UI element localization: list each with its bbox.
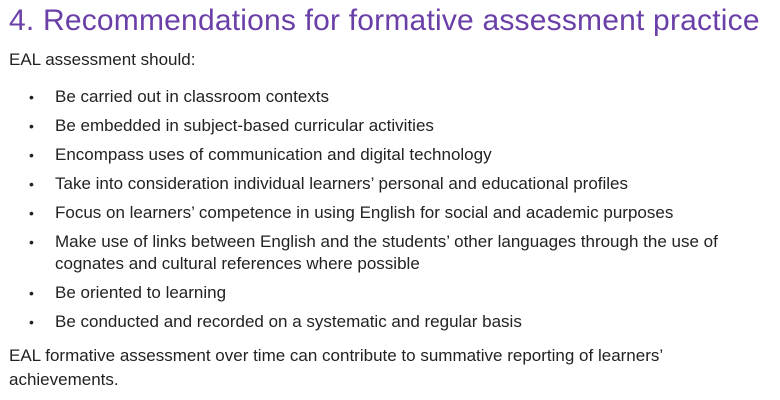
list-item bbox=[9, 282, 768, 304]
bullet-icon: • bbox=[29, 285, 34, 301]
list-item bbox=[9, 231, 768, 275]
list-item bbox=[9, 115, 768, 137]
list-item bbox=[9, 202, 768, 224]
bullet-icon: • bbox=[29, 234, 34, 250]
list-item bbox=[9, 173, 768, 195]
bullet-text: Focus on learners’ competence in using English for social and academic purposes bbox=[55, 203, 674, 222]
intro-text: EAL assessment should: bbox=[9, 50, 196, 69]
slide-title: 4. Recommendations for formative assessment practice bbox=[9, 4, 760, 37]
bullet-text: Be oriented to learning bbox=[55, 283, 227, 302]
list-item bbox=[9, 311, 768, 333]
bullet-text: Take into consideration individual learners’ personal and educational profiles bbox=[55, 174, 629, 193]
closing-text: EAL formative assessment over time can contribute to summative reporting of learners’ achievements. bbox=[9, 346, 663, 389]
bullet-icon: • bbox=[29, 89, 34, 105]
bullet-icon: • bbox=[29, 176, 34, 192]
bullet-icon: • bbox=[29, 147, 34, 163]
bullet-icon: • bbox=[29, 118, 34, 134]
bullet-text: Encompass uses of communication and digital technology bbox=[55, 145, 492, 164]
list-item bbox=[9, 144, 768, 166]
bullet-icon: • bbox=[29, 205, 34, 221]
bullet-list bbox=[9, 86, 768, 333]
bullet-text: Be carried out in classroom contexts bbox=[55, 87, 330, 106]
bullet-text: Be embedded in subject-based curricular activities bbox=[55, 116, 434, 135]
list-item bbox=[9, 86, 768, 108]
bullet-text: Make use of links between English and the students’ other languages through the use of cognates and cultural references where possible bbox=[55, 232, 718, 273]
bullet-text: Be conducted and recorded on a systematic and regular basis bbox=[55, 312, 522, 331]
bullet-icon: • bbox=[29, 314, 34, 330]
